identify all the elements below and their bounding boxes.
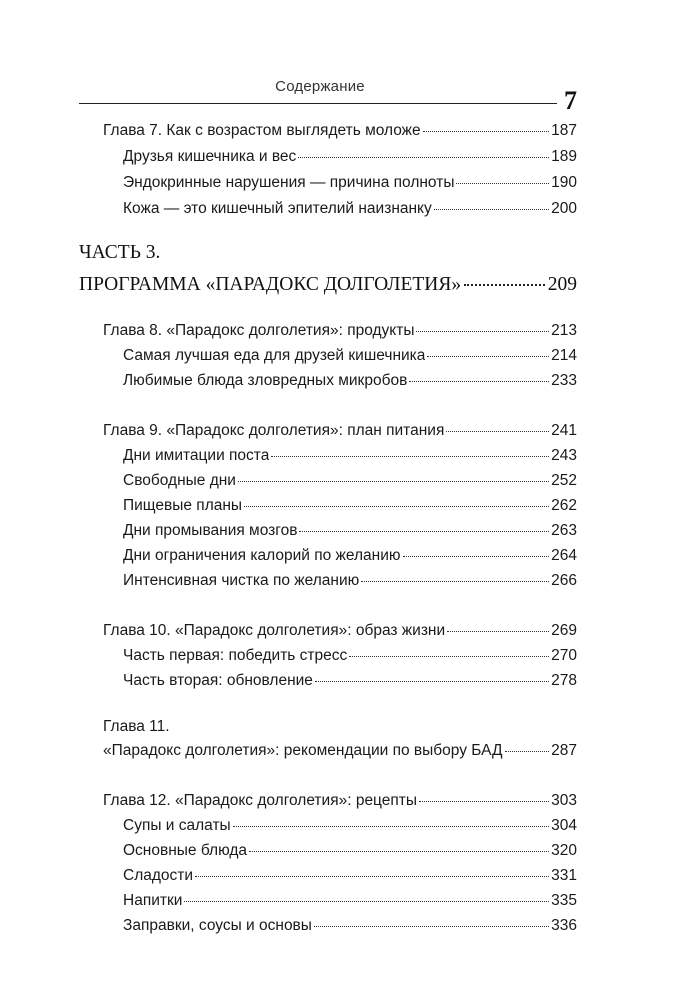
toc-subentry[interactable] — [123, 890, 577, 912]
toc-entry-page: 187 — [551, 122, 577, 139]
dot-leader — [361, 580, 549, 582]
dot-leader — [244, 505, 549, 507]
toc-entry-page: 252 — [551, 472, 577, 489]
dot-leader — [238, 480, 549, 482]
dot-leader — [446, 430, 549, 432]
dot-leader — [299, 530, 549, 532]
toc-entry-page: 241 — [551, 422, 577, 439]
toc-chapter-11-label: Глава 11. — [103, 718, 170, 735]
toc-entry-page: 270 — [551, 647, 577, 664]
toc-entry-title: Интенсивная чистка по желанию — [123, 572, 360, 589]
dot-leader — [195, 875, 549, 877]
toc-subentry[interactable] — [123, 146, 577, 168]
toc-subentry[interactable] — [123, 840, 577, 862]
toc-entry-page: 269 — [551, 622, 577, 639]
toc-subentry[interactable] — [123, 670, 577, 692]
dot-leader — [434, 208, 549, 210]
toc-entry-page: 214 — [551, 347, 577, 364]
toc-entry-page: 189 — [551, 148, 577, 165]
toc-entry-title: Друзья кишечника и вес — [123, 148, 297, 165]
toc-entry-title: Пищевые планы — [123, 497, 243, 514]
toc-subentry[interactable] — [123, 172, 577, 194]
toc-entry-page: 331 — [551, 867, 577, 884]
part-title-line — [79, 272, 577, 298]
dot-leader — [419, 800, 549, 802]
toc-subentry[interactable] — [123, 345, 577, 367]
dot-leader — [409, 380, 549, 382]
toc-entry-page: 266 — [551, 572, 577, 589]
toc-subentry[interactable] — [123, 445, 577, 467]
toc-subentry[interactable] — [123, 198, 577, 220]
dot-leader — [249, 850, 549, 852]
toc-entry-title: «Парадокс долголетия»: рекомендации по выбору БАД — [103, 742, 503, 759]
toc-entry-page: 335 — [551, 892, 577, 909]
toc-entry-title: Сладости — [123, 867, 194, 884]
toc-subentry[interactable] — [123, 370, 577, 392]
toc-entry-title: Самая лучшая еда для друзей кишечника — [123, 347, 426, 364]
toc-subentry[interactable] — [123, 815, 577, 837]
toc-entry-title: Глава 10. «Парадокс долголетия»: образ жизни — [103, 622, 446, 639]
dot-leader — [416, 330, 549, 332]
toc-entry-page: 278 — [551, 672, 577, 689]
dot-leader — [464, 283, 545, 286]
dot-leader — [315, 680, 549, 682]
toc-entry-page: 304 — [551, 817, 577, 834]
toc-entry-title: Часть первая: победить стресс — [123, 647, 348, 664]
toc-chapter-8[interactable] — [103, 320, 577, 342]
toc-entry-page: 200 — [551, 200, 577, 217]
toc-entry-title: Кожа — это кишечный эпителий наизнанку — [123, 200, 432, 217]
toc-entry-title: Дни ограничения калорий по желанию — [123, 547, 401, 564]
part-title: ПРОГРАММА «ПАРАДОКС ДОЛГОЛЕТИЯ» — [79, 274, 462, 295]
part-page: 209 — [547, 274, 577, 295]
toc-entry-title: Основные блюда — [123, 842, 248, 859]
dot-leader — [423, 130, 549, 132]
toc-entry-page: 233 — [551, 372, 577, 389]
dot-leader — [447, 630, 549, 632]
toc-chapter-10[interactable] — [103, 620, 577, 642]
running-head: Содержание — [275, 78, 365, 95]
toc-chapter-9[interactable] — [103, 420, 577, 442]
toc-entry-title: Дни промывания мозгов — [123, 522, 298, 539]
dot-leader — [349, 655, 549, 657]
toc-subentry[interactable] — [123, 495, 577, 517]
toc-subentry[interactable] — [123, 470, 577, 492]
toc-entry-page: 264 — [551, 547, 577, 564]
toc-subentry[interactable] — [123, 545, 577, 567]
toc-entry-title: Глава 8. «Парадокс долголетия»: продукты — [103, 322, 415, 339]
dot-leader — [427, 355, 549, 357]
toc-entry-title: Дни имитации поста — [123, 447, 270, 464]
toc-subentry[interactable] — [123, 520, 577, 542]
toc-entry-title: Свободные дни — [123, 472, 236, 489]
toc-chapter-12[interactable] — [103, 790, 577, 812]
toc-entry-title: Часть вторая: обновление — [123, 672, 313, 689]
toc-entry-title: Глава 9. «Парадокс долголетия»: план питания — [103, 422, 445, 439]
toc-entry-page: 303 — [551, 792, 577, 809]
toc-entry-title: Супы и салаты — [123, 817, 231, 834]
dot-leader — [271, 455, 549, 457]
toc-entry-title: Эндокринные нарушения — причина полноты — [123, 174, 455, 191]
dot-leader — [298, 156, 549, 158]
toc-subentry[interactable] — [123, 570, 577, 592]
dot-leader — [505, 750, 550, 752]
toc-entry-page: 190 — [551, 174, 577, 191]
toc-entry-page: 263 — [551, 522, 577, 539]
toc-part-3[interactable] — [79, 240, 577, 298]
dot-leader — [314, 925, 549, 927]
toc-entry-title: Любимые блюда зловредных микробов — [123, 372, 408, 389]
toc-chapter-7[interactable] — [103, 120, 577, 142]
toc-subentry[interactable] — [123, 865, 577, 887]
toc-entry-title: Заправки, соусы и основы — [123, 917, 312, 934]
header-rule — [79, 103, 557, 104]
dot-leader — [456, 182, 549, 184]
toc-entry-page: 243 — [551, 447, 577, 464]
dot-leader — [403, 555, 550, 557]
part-label: ЧАСТЬ 3. — [79, 242, 161, 263]
toc-chapter-11[interactable] — [103, 740, 577, 762]
toc-subentry[interactable] — [123, 645, 577, 667]
toc-subentry[interactable] — [123, 915, 577, 937]
toc-entry-title: Напитки — [123, 892, 183, 909]
toc-entry-page: 287 — [551, 742, 577, 759]
dot-leader — [184, 900, 549, 902]
page-number: 7 — [564, 86, 577, 115]
toc-entry-title: Глава 7. Как с возрастом выглядеть моложе — [103, 122, 421, 139]
dot-leader — [233, 825, 549, 827]
toc-entry-title: Глава 12. «Парадокс долголетия»: рецепты — [103, 792, 418, 809]
toc-entry-page: 336 — [551, 917, 577, 934]
toc-entry-page: 320 — [551, 842, 577, 859]
toc-entry-page: 213 — [551, 322, 577, 339]
toc-entry-page: 262 — [551, 497, 577, 514]
